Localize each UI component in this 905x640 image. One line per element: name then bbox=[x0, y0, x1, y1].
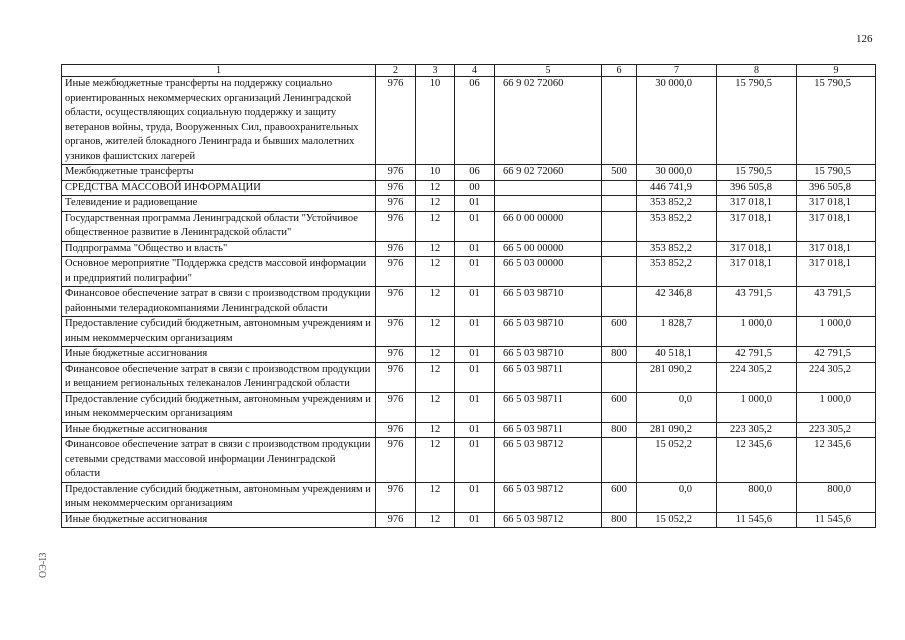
target-article-cell: 66 9 02 72060 bbox=[495, 165, 602, 181]
row-name-cell: Основное мероприятие "Поддержка средств массовой информации и предприятий полиграфии" bbox=[62, 257, 376, 287]
expense-type-cell bbox=[602, 287, 637, 317]
target-article-cell: 66 5 03 98711 bbox=[495, 362, 602, 392]
section-cell: 12 bbox=[416, 211, 455, 241]
row-name-cell: Государственная программа Ленинградской области "Устойчивое общественное развитие в Ленинградской области" bbox=[62, 211, 376, 241]
target-article-cell: 66 5 03 98711 bbox=[495, 422, 602, 438]
subsection-cell: 01 bbox=[455, 241, 495, 257]
expense-type-cell bbox=[602, 241, 637, 257]
amount-col7-cell: 1 828,7 bbox=[637, 317, 717, 347]
amount-col7-cell: 0,0 bbox=[637, 392, 717, 422]
grbs-cell: 976 bbox=[376, 512, 416, 528]
amount-col9-cell: 15 790,5 bbox=[797, 165, 876, 181]
amount-col8-cell: 12 345,6 bbox=[717, 438, 797, 483]
subsection-cell: 01 bbox=[455, 257, 495, 287]
amount-col9-cell: 800,0 bbox=[797, 482, 876, 512]
table-row bbox=[62, 180, 876, 196]
target-article-cell: 66 5 00 00000 bbox=[495, 241, 602, 257]
column-header: 4 bbox=[455, 65, 495, 77]
expense-type-cell bbox=[602, 211, 637, 241]
grbs-cell: 976 bbox=[376, 211, 416, 241]
section-cell: 10 bbox=[416, 77, 455, 165]
table-row bbox=[62, 241, 876, 257]
row-name-cell: Межбюджетные трансферты bbox=[62, 165, 376, 181]
amount-col8-cell: 1 000,0 bbox=[717, 392, 797, 422]
subsection-cell: 01 bbox=[455, 512, 495, 528]
row-name-cell: Подпрограмма "Общество и власть" bbox=[62, 241, 376, 257]
section-cell: 12 bbox=[416, 512, 455, 528]
subsection-cell: 01 bbox=[455, 482, 495, 512]
target-article-cell: 66 5 03 98712 bbox=[495, 438, 602, 483]
target-article-cell: 66 9 02 72060 bbox=[495, 77, 602, 165]
section-cell: 12 bbox=[416, 196, 455, 212]
row-name-cell: Финансовое обеспечение затрат в связи с производством продукции сетевыми средствами массовой информации Ленинградской области bbox=[62, 438, 376, 483]
grbs-cell: 976 bbox=[376, 241, 416, 257]
grbs-cell: 976 bbox=[376, 196, 416, 212]
amount-col8-cell: 1 000,0 bbox=[717, 317, 797, 347]
table-row bbox=[62, 422, 876, 438]
subsection-cell: 01 bbox=[455, 211, 495, 241]
amount-col8-cell: 800,0 bbox=[717, 482, 797, 512]
row-name-cell: Финансовое обеспечение затрат в связи с производством продукции районными телерадиокомпаниями Ленинградской области bbox=[62, 287, 376, 317]
target-article-cell: 66 5 03 00000 bbox=[495, 257, 602, 287]
table-row bbox=[62, 362, 876, 392]
amount-col7-cell: 281 090,2 bbox=[637, 362, 717, 392]
grbs-cell: 976 bbox=[376, 347, 416, 363]
row-name-cell: СРЕДСТВА МАССОВОЙ ИНФОРМАЦИИ bbox=[62, 180, 376, 196]
subsection-cell: 00 bbox=[455, 180, 495, 196]
amount-col8-cell: 43 791,5 bbox=[717, 287, 797, 317]
amount-col7-cell: 30 000,0 bbox=[637, 165, 717, 181]
section-cell: 12 bbox=[416, 362, 455, 392]
amount-col7-cell: 30 000,0 bbox=[637, 77, 717, 165]
row-name-cell: Предоставление субсидий бюджетным, автономным учреждениям и иным некоммерческим организациям bbox=[62, 482, 376, 512]
amount-col9-cell: 317 018,1 bbox=[797, 241, 876, 257]
amount-col7-cell: 0,0 bbox=[637, 482, 717, 512]
table-row bbox=[62, 317, 876, 347]
table-row bbox=[62, 512, 876, 528]
target-article-cell: 66 5 03 98711 bbox=[495, 392, 602, 422]
grbs-cell: 976 bbox=[376, 257, 416, 287]
expense-type-cell: 500 bbox=[602, 165, 637, 181]
grbs-cell: 976 bbox=[376, 180, 416, 196]
section-cell: 12 bbox=[416, 180, 455, 196]
amount-col9-cell: 317 018,1 bbox=[797, 196, 876, 212]
target-article-cell bbox=[495, 196, 602, 212]
amount-col9-cell: 396 505,8 bbox=[797, 180, 876, 196]
column-header: 6 bbox=[602, 65, 637, 77]
amount-col7-cell: 353 852,2 bbox=[637, 196, 717, 212]
row-name-cell: Иные бюджетные ассигнования bbox=[62, 422, 376, 438]
row-name-cell: Иные бюджетные ассигнования bbox=[62, 347, 376, 363]
table-header-row bbox=[62, 65, 876, 77]
row-name-cell: Предоставление субсидий бюджетным, автономным учреждениям и иным некоммерческим организациям bbox=[62, 317, 376, 347]
target-article-cell: 66 5 03 98712 bbox=[495, 512, 602, 528]
column-header: 7 bbox=[637, 65, 717, 77]
section-cell: 12 bbox=[416, 241, 455, 257]
column-header: 8 bbox=[717, 65, 797, 77]
grbs-cell: 976 bbox=[376, 287, 416, 317]
amount-col9-cell: 12 345,6 bbox=[797, 438, 876, 483]
amount-col7-cell: 353 852,2 bbox=[637, 211, 717, 241]
grbs-cell: 976 bbox=[376, 392, 416, 422]
table-row bbox=[62, 257, 876, 287]
row-name-cell: Иные бюджетные ассигнования bbox=[62, 512, 376, 528]
expense-type-cell bbox=[602, 77, 637, 165]
row-name-cell: Телевидение и радиовещание bbox=[62, 196, 376, 212]
section-cell: 12 bbox=[416, 482, 455, 512]
subsection-cell: 01 bbox=[455, 196, 495, 212]
amount-col9-cell: 11 545,6 bbox=[797, 512, 876, 528]
section-cell: 12 bbox=[416, 422, 455, 438]
margin-marks: ОЭ-ІЗ bbox=[38, 552, 49, 578]
grbs-cell: 976 bbox=[376, 482, 416, 512]
target-article-cell: 66 5 03 98710 bbox=[495, 317, 602, 347]
amount-col7-cell: 40 518,1 bbox=[637, 347, 717, 363]
section-cell: 12 bbox=[416, 317, 455, 347]
amount-col9-cell: 317 018,1 bbox=[797, 211, 876, 241]
target-article-cell: 66 5 03 98710 bbox=[495, 347, 602, 363]
amount-col9-cell: 317 018,1 bbox=[797, 257, 876, 287]
expense-type-cell: 800 bbox=[602, 347, 637, 363]
column-header: 2 bbox=[376, 65, 416, 77]
table-row bbox=[62, 392, 876, 422]
subsection-cell: 01 bbox=[455, 317, 495, 347]
expense-type-cell bbox=[602, 362, 637, 392]
subsection-cell: 01 bbox=[455, 392, 495, 422]
subsection-cell: 01 bbox=[455, 362, 495, 392]
column-header: 5 bbox=[495, 65, 602, 77]
amount-col8-cell: 317 018,1 bbox=[717, 257, 797, 287]
expense-type-cell: 600 bbox=[602, 392, 637, 422]
column-header: 1 bbox=[62, 65, 376, 77]
amount-col8-cell: 42 791,5 bbox=[717, 347, 797, 363]
amount-col7-cell: 15 052,2 bbox=[637, 512, 717, 528]
table-row bbox=[62, 287, 876, 317]
amount-col9-cell: 15 790,5 bbox=[797, 77, 876, 165]
expense-type-cell bbox=[602, 180, 637, 196]
amount-col8-cell: 317 018,1 bbox=[717, 211, 797, 241]
amount-col8-cell: 396 505,8 bbox=[717, 180, 797, 196]
row-name-cell: Финансовое обеспечение затрат в связи с производством продукции и вещанием региональных телеканалов Ленинградской области bbox=[62, 362, 376, 392]
amount-col7-cell: 15 052,2 bbox=[637, 438, 717, 483]
target-article-cell: 66 5 03 98710 bbox=[495, 287, 602, 317]
subsection-cell: 06 bbox=[455, 77, 495, 165]
section-cell: 12 bbox=[416, 287, 455, 317]
amount-col8-cell: 15 790,5 bbox=[717, 77, 797, 165]
section-cell: 10 bbox=[416, 165, 455, 181]
section-cell: 12 bbox=[416, 257, 455, 287]
table-row bbox=[62, 77, 876, 165]
expense-type-cell bbox=[602, 438, 637, 483]
grbs-cell: 976 bbox=[376, 165, 416, 181]
grbs-cell: 976 bbox=[376, 317, 416, 347]
grbs-cell: 976 bbox=[376, 362, 416, 392]
table-row bbox=[62, 438, 876, 483]
row-name-cell: Предоставление субсидий бюджетным, автономным учреждениям и иным некоммерческим организациям bbox=[62, 392, 376, 422]
subsection-cell: 01 bbox=[455, 438, 495, 483]
column-header: 3 bbox=[416, 65, 455, 77]
table-row bbox=[62, 482, 876, 512]
expense-type-cell: 800 bbox=[602, 512, 637, 528]
section-cell: 12 bbox=[416, 438, 455, 483]
amount-col7-cell: 353 852,2 bbox=[637, 241, 717, 257]
page-number: 126 bbox=[856, 33, 873, 45]
subsection-cell: 01 bbox=[455, 347, 495, 363]
column-header: 9 bbox=[797, 65, 876, 77]
expense-type-cell bbox=[602, 196, 637, 212]
table-row bbox=[62, 165, 876, 181]
subsection-cell: 01 bbox=[455, 287, 495, 317]
table-row bbox=[62, 196, 876, 212]
row-name-cell: Иные межбюджетные трансферты на поддержку социально ориентированных некоммерческих организаций Ленинградской области, осуществляющих социальную поддержку и защиту ветеранов войны, труда, Вооруженных Сил, правоохранительных органов, жителей блокадного Ленинграда и бывших малолетних узников фашистских лагерей bbox=[62, 77, 376, 165]
section-cell: 12 bbox=[416, 392, 455, 422]
section-cell: 12 bbox=[416, 347, 455, 363]
amount-col9-cell: 223 305,2 bbox=[797, 422, 876, 438]
expense-type-cell: 600 bbox=[602, 482, 637, 512]
amount-col8-cell: 15 790,5 bbox=[717, 165, 797, 181]
table-row bbox=[62, 211, 876, 241]
amount-col9-cell: 1 000,0 bbox=[797, 317, 876, 347]
amount-col8-cell: 317 018,1 bbox=[717, 241, 797, 257]
subsection-cell: 06 bbox=[455, 165, 495, 181]
amount-col9-cell: 42 791,5 bbox=[797, 347, 876, 363]
amount-col7-cell: 353 852,2 bbox=[637, 257, 717, 287]
target-article-cell bbox=[495, 180, 602, 196]
amount-col9-cell: 43 791,5 bbox=[797, 287, 876, 317]
amount-col9-cell: 224 305,2 bbox=[797, 362, 876, 392]
amount-col7-cell: 281 090,2 bbox=[637, 422, 717, 438]
amount-col8-cell: 223 305,2 bbox=[717, 422, 797, 438]
amount-col7-cell: 446 741,9 bbox=[637, 180, 717, 196]
grbs-cell: 976 bbox=[376, 438, 416, 483]
grbs-cell: 976 bbox=[376, 422, 416, 438]
amount-col8-cell: 11 545,6 bbox=[717, 512, 797, 528]
target-article-cell: 66 5 03 98712 bbox=[495, 482, 602, 512]
table-row bbox=[62, 347, 876, 363]
amount-col8-cell: 317 018,1 bbox=[717, 196, 797, 212]
subsection-cell: 01 bbox=[455, 422, 495, 438]
target-article-cell: 66 0 00 00000 bbox=[495, 211, 602, 241]
amount-col7-cell: 42 346,8 bbox=[637, 287, 717, 317]
amount-col8-cell: 224 305,2 bbox=[717, 362, 797, 392]
expense-type-cell: 600 bbox=[602, 317, 637, 347]
expense-type-cell bbox=[602, 257, 637, 287]
grbs-cell: 976 bbox=[376, 77, 416, 165]
amount-col9-cell: 1 000,0 bbox=[797, 392, 876, 422]
budget-table bbox=[61, 64, 876, 528]
expense-type-cell: 800 bbox=[602, 422, 637, 438]
